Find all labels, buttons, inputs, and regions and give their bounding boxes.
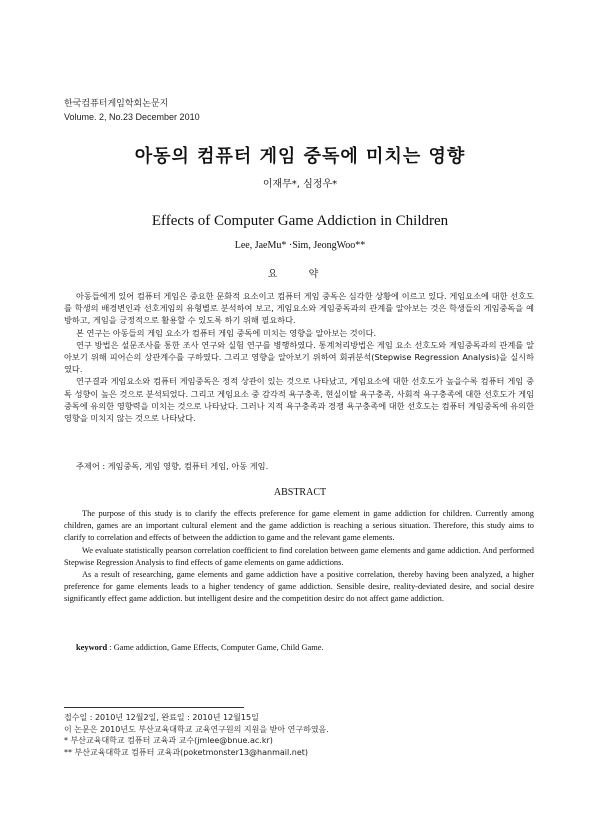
footnote-author1: * 부산교육대학교 컴퓨터 교육과 교수(jmlee@bnue.ac.kr) [64,736,273,746]
abstract-heading: ABSTRACT [273,487,327,498]
korean-title: 아동의 컴퓨터 게임 중독에 미치는 영향 [134,146,466,167]
footnotes [64,712,329,758]
abstract-paragraph: The purpose of this study is to clarify the effects preference for game element in game addiction for children. Currently among children, games are an important cultural element and the game addiction is reaching a serious situation. Therefore, this study aims to clarify to correlation and effects of between the addiction to game and the relevant game elements. [64,509,534,543]
summary-paragraph: 연구결과 게임요소와 컴퓨터 게임중독은 정적 상관이 있는 것으로 나타났고, 게임요소에 대한 선호도가 높을수록 컴퓨터 게임 중독 성향이 높은 것으로 분석되었다. 그리고 게임요소 중 감각적 욕구충족, 현실이탈 욕구충족, 사회적 욕구충족에 대한 선호도가 게임중독에 유의한 영향력을 미치는 것으로 나타났다. 그러나 지적 욕구충족과 경쟁 욕구충족에 대한 선호도는 컴퓨터 게임중독에 유의한 영향을 미치지 않는 것으로 나타났다. [64,376,534,424]
korean-keywords: 주제어 : 게임중독, 게임 영향, 컴퓨터 게임, 아동 게임. [76,461,269,471]
abstract-paragraph: We evaluate statistically pearson correlation coefficient to find corelation between game elements and game addiction. And performed Stepwise Regression Analysis to find effects of game elements on game addictions. [64,545,534,567]
footnote-received: 접수일 : 2010년 12월2일, 완료일 : 2010년 12월15일 [64,713,259,722]
journal-header [64,98,200,124]
summary-paragraph: 연구 방법은 설문조사를 통한 조사 연구와 실험 연구를 병행하였다. 통계처리방법은 게임 요소 선호도와 게임중독과의 관계를 알아보기 위해 피어슨의 상관계수를 구하였다. 그리고 영향을 알아보기 위하여 회귀분석(Stepwise Regression Analysis)을 실시하였다. [64,339,534,375]
korean-summary [64,290,534,424]
journal-name: 한국컴퓨터게임학회논문지 [64,99,169,109]
english-abstract [64,508,534,606]
summary-paragraph: 아동들에게 있어 컴퓨터 게임은 중요한 문화적 요소이고 컴퓨터 게임 중독은 심각한 상황에 이르고 있다. 게임요소에 대한 선호도를 학생의 배경변인과 선호게임의 유형별로 분석하여 보고, 게임요소와 게임중독과의 관계를 알아보는 것은 학생들의 게임중독을 예방하고, 게임을 긍정적으로 활용할 수 있도록 하기 위해 필요하다. [64,291,534,326]
abstract-paragraph: As a result of researching, game elements and game addiction have a positive correlation, thereby having been analyzed, a higher preference for game elements leads to a higher tendency of game addiction. Sensible desire, reality-deviated desire, and social desire significantly effect game addiction. but intelligent desire and the competition desirc do not affect game addiction. [64,570,534,604]
journal-volume: Volume. 2, No.23 December 2010 [64,112,200,122]
keyword-list: : Game addiction, Game Effects, Computer Game, Child Game. [107,643,324,652]
english-authors: Lee, JaeMu* ·Sim, JeongWoo** [234,240,366,251]
footnote-funding: 이 논문은 2010년도 부산교육대학교 교육연구원의 지원을 받아 연구하였음. [64,724,329,734]
footnote-author2: ** 부산교육대학교 컴퓨터 교육과(poketmonster13@hanmail.net) [64,747,309,757]
footnote-divider [64,707,244,708]
korean-authors: 이재무*, 심정우* [262,179,338,190]
summary-heading: 요 약 [267,269,333,280]
summary-paragraph: 본 연구는 아동들의 게임 요소가 컴퓨터 게임 중독에 미치는 영향을 알아보는 것이다. [76,327,377,338]
english-keywords [76,643,324,652]
english-title: Effects of Computer Game Addiction in Children [151,213,449,229]
keyword-label: keyword [76,643,108,652]
